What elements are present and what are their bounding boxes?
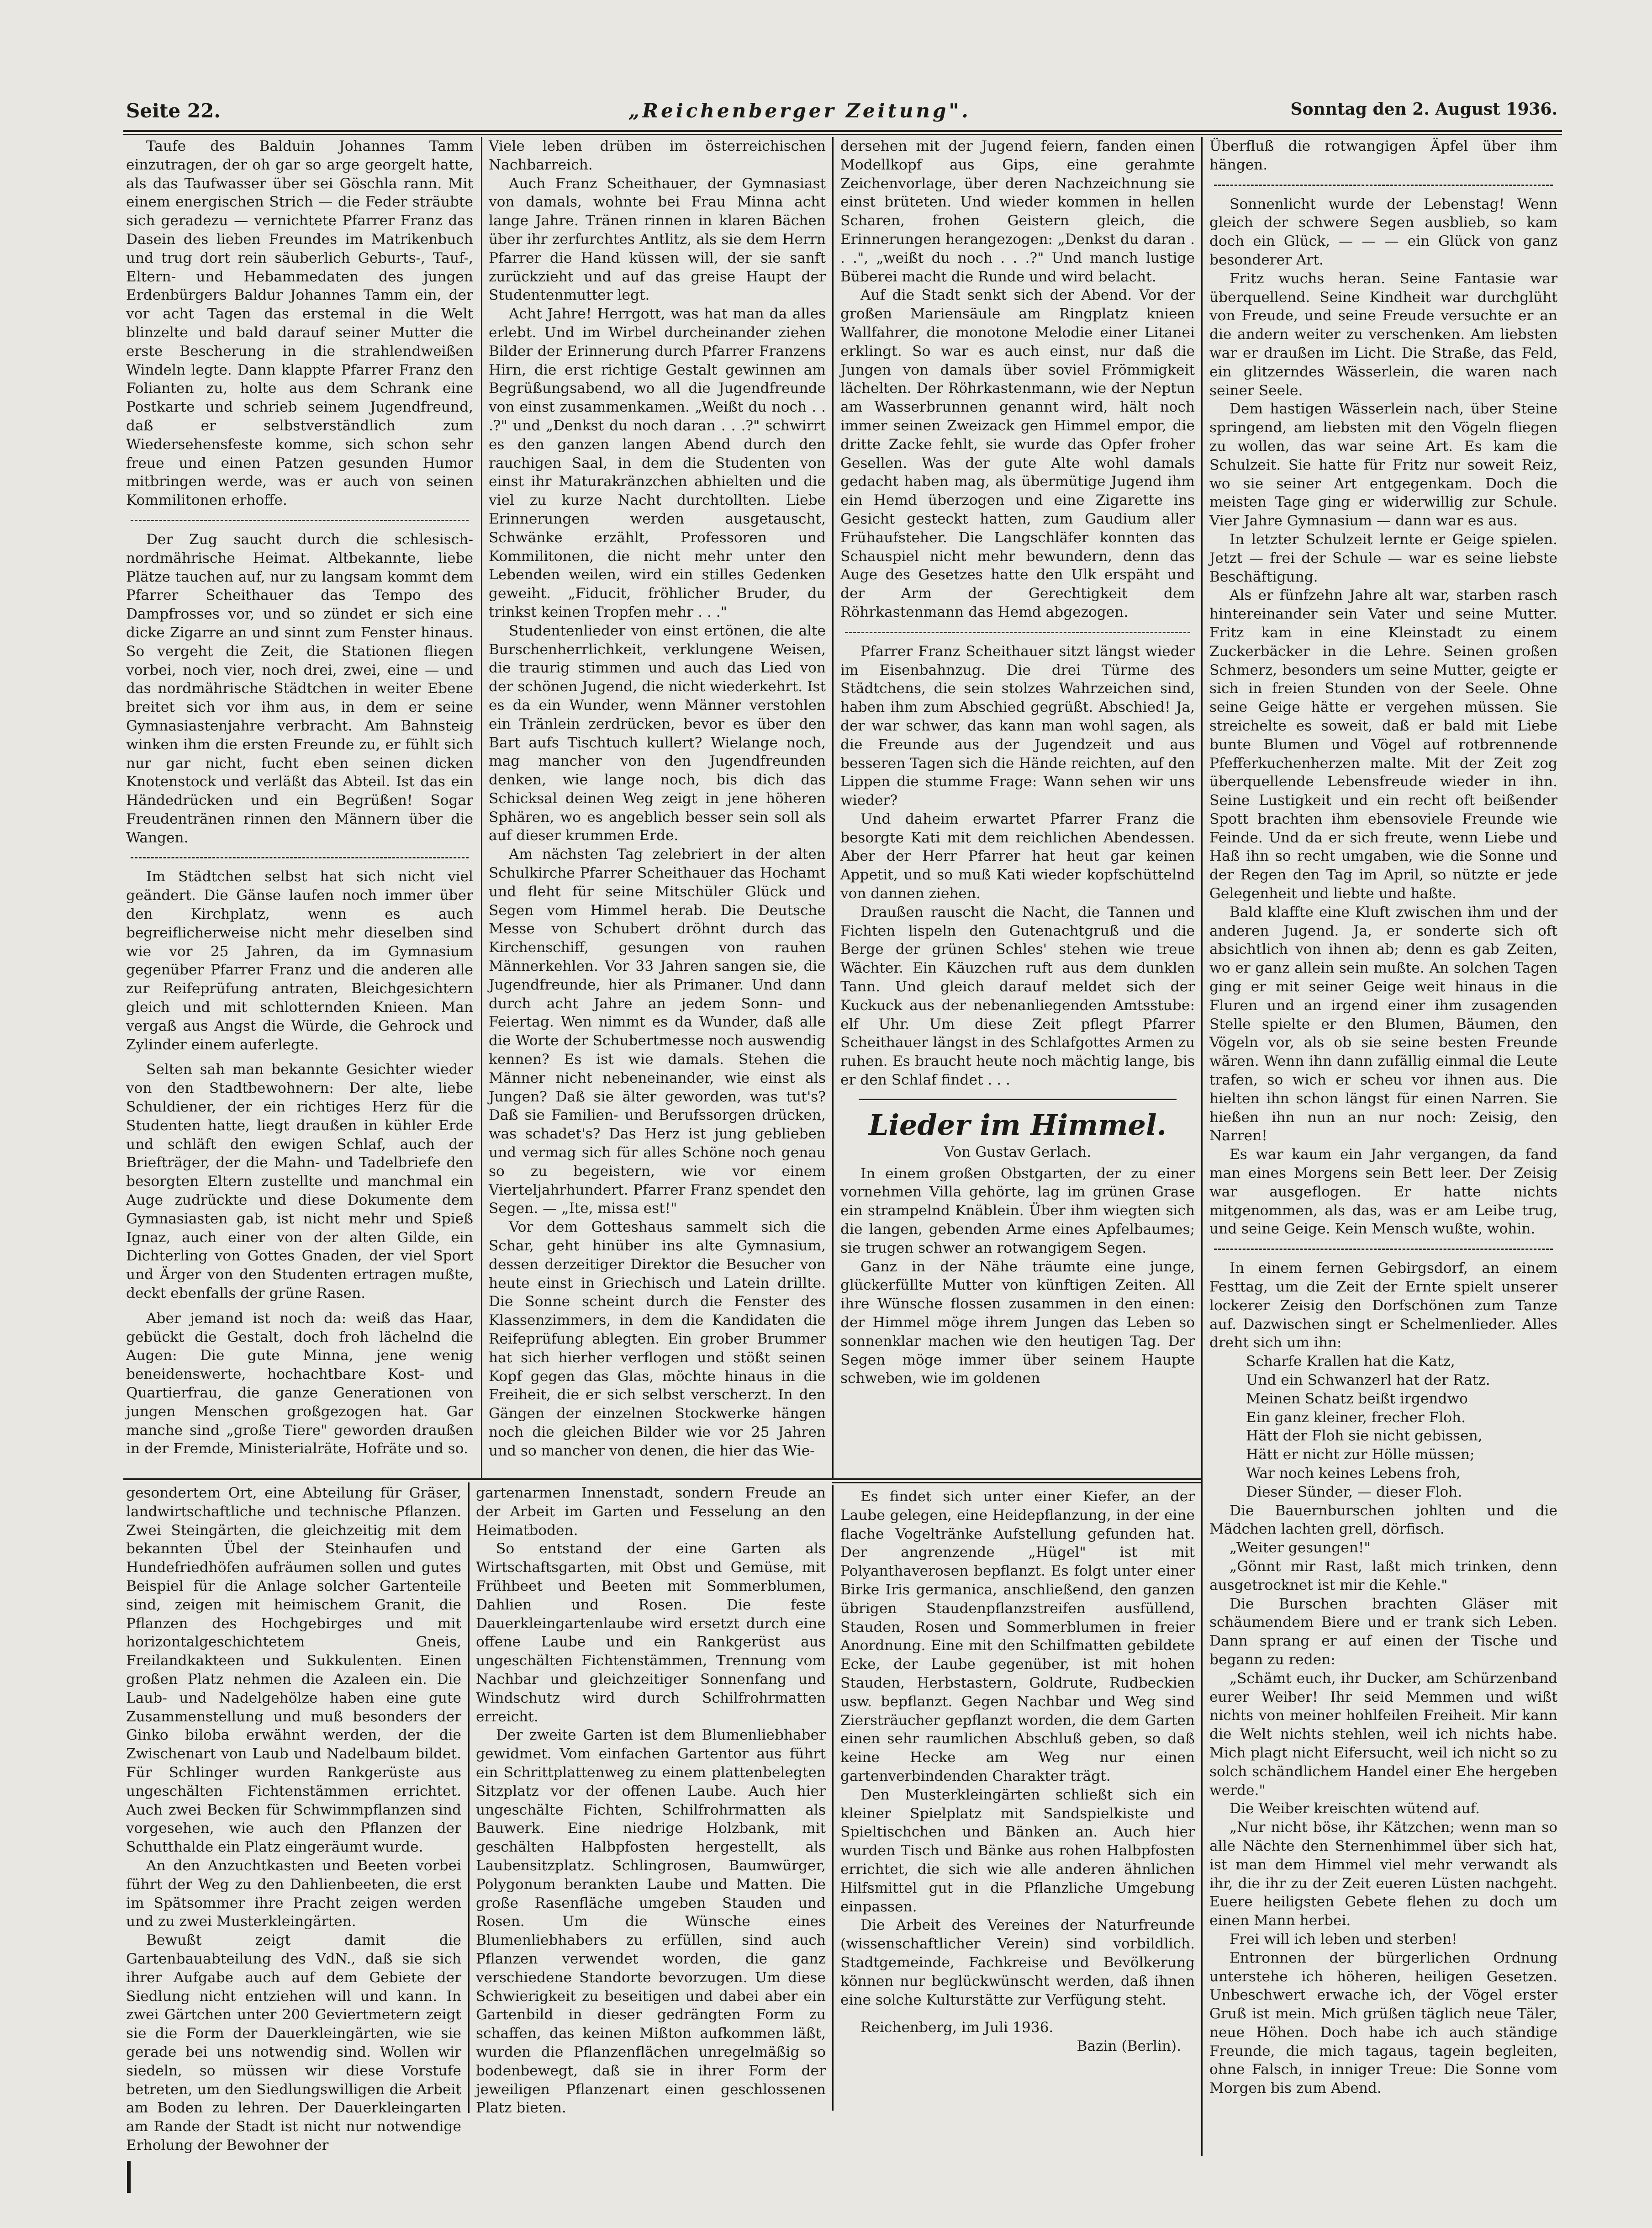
paragraph: Die Arbeit des Vereines der Naturfreunde (wissenschaftlicher Verein) sind vorbildlich. Stadtgemeinde, Fachkreise und Bevölkerung können nur beglückwünscht werden, daß ihnen eine solche Kulturstätte zur Verfügung steht.: [840, 1917, 1195, 2008]
section-break: [131, 520, 469, 521]
poem-line: Und ein Schwanzerl hat der Ratz.: [1246, 1372, 1490, 1388]
margin-mark: [127, 2161, 131, 2193]
page-number: Seite 22.: [126, 100, 221, 122]
page-header: [126, 100, 1557, 127]
paragraph: So entstand der eine Garten als Wirtschaftsgarten, mit Obst und Gemüse, mit Frühbeet und Beeten mit Sommerblumen, Dahlien und Rosen. Die feste Dauerkleingartenlaube wird ersetzt durch eine offene Laube und ein Rankgerüst aus ungeschälten Fichtenstämmen, Trennung vom Nachbar und gleichzeitiger Sonnenfang und Windschutz wird durch Schilfrohrmatten erreicht.: [476, 1540, 826, 1725]
paragraph: Es war kaum ein Jahr vergangen, da fand man eines Morgens sein Bett leer. Der Zeisig war ausgeflogen. Er hatte nichts mitgenommen, als das, was er am Leibe trug, und seine Geige. Kein Mensch wußte, wohin.: [1209, 1146, 1557, 1238]
paragraph: Sonnenlicht wurde der Lebenstag! Wenn gleich der schwere Segen ausblieb, so kam doch ein Glück, — — — ein Glück von ganz besonderer Art.: [1209, 196, 1557, 268]
article-column-2: [489, 137, 826, 1477]
paragraph: In einem großen Obstgarten, der zu einer vornehmen Villa gehörte, lag im grünen Grase ein strampelnd Knäblein. Über ihm wiegten sich die langen, gebenden Arme eines Apfelbaumes; sie trugen schwer an rotwangigem Segen.: [840, 1165, 1195, 1256]
column-separator: [468, 1482, 470, 2113]
paragraph: „Schämt euch, ihr Ducker, am Schürzenband eurer Weiber! Ihr seid Memmen und wißt nichts von meiner hohlfeilen Freiheit. Mir kann die Welt nichts stehlen, weil ich nichts habe. Mich plagt nicht Eifersucht, weil ich nicht so zu solch schändlichem Handel einer Ehe hergeben werde.": [1209, 1670, 1557, 1799]
paragraph: Ganz in der Nähe träumte eine junge, glückerfüllte Mutter von künftigen Zeiten. All ihre Wünsche flossen zusammen in den einen: der Himmel möge ihrem Jungen das Leben so sonnenklar machen wie den heutigen Tag. Der Segen möge immer über seinem Haupte schweben, wie im goldenen: [840, 1258, 1195, 1387]
story-author: Von Gustav Gerlach.: [944, 1143, 1092, 1160]
paragraph: Draußen rauscht die Nacht, die Tannen und Fichten lispeln den Gutenachtgruß und die Berge der grünen Schles' stehen wie treue Wächter. Ein Käuzchen ruft aus dem dunklen Tann. Und gleich darauf meldet sich der Kuckuck aus der nebenanliegenden Amtsstube: elf Uhr. Um diese Zeit pflegt Pfarrer Scheithauer längst in des Schlafgottes Armen zu ruhen. Es braucht heute noch mächtig lange, bis er den Schlaf findet . . .: [840, 904, 1195, 1089]
paragraph: „Weiter gesungen!": [1230, 1540, 1371, 1556]
paragraph: Selten sah man bekannte Gesichter wieder von den Stadtbewohnern: Der alte, liebe Schuldiener, der ein richtiges Herz für die Studenten hatte, liegt draußen in kühler Erde und schläft den ewigen Schlaf, auch der Briefträger, der die Mahn- und Tadelbriefe den besorgten Eltern zustellte und manchmal ein Auge zudrückte und diese Dokumente dem Gymnasiasten gab, ist nicht mehr und Spieß Ignaz, auch einer von der alten Gilde, ein Dichterling von Gottes Gnaden, der viel Sport und Ärger von den Studenten ertragen mußte, deckt ebenfalls der grüne Rasen.: [126, 1061, 473, 1302]
poem-line: Hätt er nicht zur Hölle müssen;: [1246, 1446, 1475, 1463]
column-separator: [481, 137, 482, 1478]
paragraph: Dem hastigen Wässerlein nach, über Steine springend, am liebsten mit den Vögeln fliegen zu wollen, das war seine Art. Es kam die Schulzeit. Sie hatte für Fritz nur soweit Reiz, wo sie seiner Art entgegenkam. Doch die meisten Tage ging er widerwillig zur Schule. Vier Jahre Gymnasium — dann war es aus.: [1209, 401, 1557, 529]
paragraph: Der zweite Garten ist dem Blumenliebhaber gewidmet. Vom einfachen Gartentor aus führt ein Schrittplattenweg zu einem plattenbelegten Sitzplatz vor der offenen Laube. Auch hier ungeschälte Fichten, Schilfrohrmatten als Bauwerk. Eine niedrige Holzbank, mit geschälten Halbpfosten hergestellt, als Laubensitzplatz. Schlingrosen, Baumwürger, Polygonum berankten Laube und Matten. Die große Rasenfläche umgeben Stauden und Rosen. Um die Wünsche eines Blumenliebhabers zu erfüllen, sind auch Pflanzen verwendet worden, die ganz verschiedene Standorte bevorzugen. Um diese Schwierigkeit zu beseitigen und dabei aber ein Gartenbild in dieser gedrängten Form zu schaffen, das keinen Mißton aufkommen läßt, wurden die Pflanzenflächen unregelmäßig so bodenbewegt, daß sie in ihrer Form der jeweiligen Pflanzenart einen geschlossenen Platz bieten.: [476, 1727, 826, 2117]
article-author: Bazin (Berlin).: [1077, 2038, 1181, 2055]
paragraph: In einem fernen Gebirgsdorf, an einem Festtag, um die Zeit der Ernte spielt unserer lockerer Zeisig den Dorfschönen zum Tanze auf. Dazwischen singt er Schelmenlieder. Alles dreht sich um ihn:: [1209, 1260, 1557, 1351]
paragraph: Vor dem Gotteshaus sammelt sich die Schar, geht hinüber ins alte Gymnasium, dessen derzeitiger Direktor die Besucher von heute einst in Griechisch und Latein drillte. Die Sonne scheint durch die Fenster des Klassenzimmers, in dem die Kandidaten die Reifeprüfung ablegten. Ein grober Brummer hat sich hierher verflogen und stößt seinen Kopf gegen das Glas, möchte hinaus in die Freiheit, die er sich selbst verscherzt. In den Gängen der einzelnen Stockwerke hängen noch die gleichen Bilder wie vor 25 Jahren und so mancher von denen, die hier das Wie-: [489, 1219, 826, 1459]
section-divider: [832, 1482, 1201, 1483]
paragraph: dersehen mit der Jugend feiern, fanden einen Modellkopf aus Gips, eine gerahmte Zeichenvorlage, über deren Nachzeichnung sie einst brüteten. Und wieder kommen in hellen Scharen, frohen Geistern gleich, die Erinnerungen herangezogen: „Denkst du daran . . .", „weißt du noch . . .?" Und manch lustige Büberei macht die Runde und wird belacht.: [840, 138, 1195, 285]
section-break: [845, 632, 1190, 633]
garden-article-column-3: [840, 1487, 1195, 2114]
paragraph: Frei will ich leben und sterben!: [1230, 1931, 1457, 1948]
story-title: Lieder im Himmel.: [868, 1108, 1167, 1142]
poem-line: Dieser Sünder, — dieser Floh.: [1246, 1483, 1462, 1500]
paragraph: Auf die Stadt senkt sich der Abend. Vor der großen Mariensäule am Ringplatz knieen Wallfahrer, die monotone Melodie einer Litanei erklingt. So war es auch einst, nur daß die Jungen von damals über soviel Frömmigkeit lächelten. Der Röhrkastenmann, wie der Neptun am Wasserbrunnen genannt wird, hält noch immer seinen Zweizack gen Himmel empor, die dritte Zacke fehlt, sie wurde das Opfer froher Gesellen. Was der gute Alte wohl damals gedacht haben mag, als übermütige Jugend ihm ein Hemd überzogen und eine Zigarette ins Gesicht gesteckt hatten, zum Gaudium aller Frühaufsteher. Die Langschläfer konnten das Schauspiel nicht mehr bewundern, denn das Auge des Gesetzes hatte den Ulk erspäht und der Arm der Gerechtigkeit dem Röhrkastenmann das Hemd abgezogen.: [840, 287, 1195, 620]
section-break: [859, 1099, 1177, 1100]
paragraph: Auch Franz Scheithauer, der Gymnasiast von damals, wohnte bei Frau Minna acht lange Jahre. Tränen rinnen in klaren Bächen über ihr zerfurchtes Antlitz, als sie dem Herrn Pfarrer die Hand küssen will, der sie sanft zurückzieht und auf das greise Haupt der Studentenmutter legt.: [489, 175, 826, 304]
paragraph: Die Burschen brachten Gläser mit schäumendem Biere und er trank sich Leben. Dann sprang er auf einen der Tische und begann zu reden:: [1209, 1595, 1557, 1668]
dateline: Reichenberg, im Juli 1936.: [860, 2019, 1054, 2036]
section-break: [131, 857, 469, 858]
newspaper-title: „Reichenberger Zeitung".: [628, 100, 971, 122]
poem-line: War noch keines Lebens froh,: [1246, 1465, 1461, 1482]
paragraph: Der Zug saucht durch die schlesisch-nordmährische Heimat. Altbekannte, liebe Plätze tauchen auf, nur zu langsam kommt dem Pfarrer Scheithauer das Tempo des Dampfrosses vor, und so zündet er sich eine dicke Zigarre an und sinnt zum Fenster hinaus. So vergeht die Zeit, die Stationen fliegen vorbei, noch vier, noch drei, zwei, eine — und das nordmährische Städtchen in weiter Ebene breitet sich vor ihm aus, in dem er seine Gymnasiastenjahre verbracht. Am Bahnsteig winken ihm die ersten Freunde zu, er fühlt sich nur gar nicht, fucht eben seinen dicken Knotenstock und verläßt das Abteil. Ist das ein Händedrücken und ein Begrüßen! Sogar Freudentränen rinnen den Männern über die Wangen.: [126, 531, 473, 846]
header-rule: [123, 130, 1562, 132]
paragraph: gartenarmen Innenstadt, sondern Freude an der Arbeit im Garten und Fesselung an den Heimatboden.: [476, 1485, 826, 1539]
issue-date: Sonntag den 2. August 1936.: [1290, 100, 1557, 119]
paragraph: Den Musterkleingärten schließt sich ein kleiner Spielplatz mit Sandspielkiste und Spieltischchen und Bänken an. Auch hier wurden Tisch und Bänke aus rohen Halbpfosten errichtet, die sich wie alle anderen ähnlichen Hilfsmittel gut in die Pflanzliche Umgebung einpassen.: [840, 1786, 1195, 1915]
paragraph: „Gönnt mir Rast, laßt mich trinken, denn ausgetrocknet ist mir die Kehle.": [1209, 1558, 1557, 1593]
article-column-1: [126, 137, 473, 1477]
paragraph: Fritz wuchs heran. Seine Fantasie war überquellend. Seine Kindheit war durchglüht von Freude, und seine Freude versuchte er an die andern weiter zu verschenken. Am liebsten war er draußen im Licht. Die Straße, das Feld, ein glitzerndes Wässerlein, die waren nach seiner Seele.: [1209, 270, 1557, 399]
paragraph: Viele leben drüben im österreichischen Nachbarreich.: [489, 138, 826, 173]
paragraph: An den Anzuchtkasten und Beeten vorbei führt der Weg zu den Dahlienbeeten, die erst im Spätsommer ihre Pracht zeigen werden und zu zwei Musterkleingärten.: [126, 1857, 461, 1930]
poem-line: Meinen Schatz beißt irgendwo: [1246, 1390, 1468, 1407]
poem-line: Ein ganz kleiner, frecher Floh.: [1246, 1409, 1466, 1426]
paragraph: Entronnen der bürgerlichen Ordnung unterstehe ich höheren, heiligen Gesetzen. Unbeschwert erwache ich, der Vögel erster Gruß ist mein. Mich grüßen täglich neue Täler, neue Höhen. Doch habe ich auch ständige Freunde, die mich tagaus, tagein begleiten, ohne Falsch, in inniger Treue: Die Sonne vom Morgen bis zum Abend.: [1209, 1949, 1557, 2097]
paragraph: Im Städtchen selbst hat sich nicht viel geändert. Die Gänse laufen noch immer über den Kirchplatz, wenn es auch begreiflicherweise nicht mehr dieselben sind wie vor 25 Jahren, da im Gymnasium gegenüber Pfarrer Franz und die anderen alle zur Reifeprüfung antraten, Bleichgesichtern gleich und mit schlotternden Knieen. Man vergaß aus Angst die Würde, die Gehrock und Zylinder einem auferlegte.: [126, 868, 473, 1053]
poem-line: Hätt der Floh sie nicht gebissen,: [1246, 1428, 1483, 1445]
article-column-4: [1209, 137, 1557, 2156]
paragraph: Studentenlieder von einst ertönen, die alte Burschenherrlichkeit, verklungene Weisen, die traurig stimmen und auch das Lied von der schönen Jugend, die nicht wiederkehrt. Ist es da ein Wunder, wenn Männer verstohlen ein Tränlein zerdrücken, bevor es über den Bart aufs Tischtuch kullert? Wielange noch, mag mancher von den Jugendfreunden denken, wie lange noch, bis dich das Schicksal deinen Weg zeigt in jene höheren Sphären, wo es angeblich besser sein soll als auf dieser krummen Erde.: [489, 622, 826, 844]
garden-article-column-2: [476, 1484, 826, 2117]
paragraph: Pfarrer Franz Scheithauer sitzt längst wieder im Eisenbahnzug. Die drei Türme des Städtchens, die sein stolzes Wahrzeichen sind, haben ihm zum Abschied gegrüßt. Abschied! Ja, der war schwer, das kann man wohl sagen, als die Freunde aus der Jugendzeit und aus besseren Tagen sich die Hände reichten, auf den Lippen die stumme Frage: Wann sehen wir uns wieder?: [840, 643, 1195, 809]
paragraph: Und daheim erwartet Pfarrer Franz die besorgte Kati mit dem reichlichen Abendessen. Aber der Herr Pfarrer hat heut gar keinen Appetit, und so muß Kati wieder kopfschüttelnd von dannen ziehen.: [840, 810, 1195, 902]
header-rule-thin: [123, 134, 1562, 135]
paragraph: Am nächsten Tag zelebriert in der alten Schulkirche Pfarrer Scheithauer das Hochamt und fleht für seine Mitschüler Glück und Segen vom Himmel herab. Die Deutsche Messe von Schubert dröhnt durch das Kirchenschiff, gesungen von rauhen Männerkehlen. Vor 33 Jahren sangen sie, die Jugendfreunde, hier als Primaner. Und dann durch acht Jahre an jedem Sonn- und Feiertag. Wen nimmt es da Wunder, daß alle die Worte der Schubertmesse noch auswendig kennen? Es ist wie damals. Stehen die Männer nicht nebeneinander, wie einst als Jungen? Daß sie älter geworden, was tut's? Daß sie Familien- und Berufssorgen drücken, was schadet's? Das Herz ist jung geblieben und vermag sich für alles Schöne noch genau so zu begeistern, wie vor einem Vierteljahrhundert. Pfarrer Franz spendet den Segen. — „Ite, missa est!": [489, 846, 826, 1217]
paragraph: Die Weiber kreischten wütend auf.: [1230, 1800, 1480, 1817]
section-break: [1214, 185, 1553, 186]
paragraph: gesondertem Ort, eine Abteilung für Gräser, landwirtschaftliche und technische Pflanzen. Zwei Steingärten, die gleichzeitig mit dem bekannten Übel der Steinhaufen und Hundefriedhöfen aufräumen sollen und gutes Beispiel für die Anlage solcher Gartenteile sind, zeigen mit heimischem Granit, die Pflanzen des Hochgebirges und mit horizontalgeschichtetem Gneis, Freilandkakteen und Sukkulenten. Einen großen Platz nehmen die Azaleen ein. Die Laub- und Nadelgehölze haben eine gute Zusammenstellung und muß besonders der Ginko biloba erwähnt werden, der die Zwischenart von Laub und Nadelbaum bildet. Für Schlinger wurden Rankgerüste aus ungeschälten Fichtenstämmen errichtet. Auch zwei Becken für Schwimmpflanzen sind vorgesehen, wie auch den Pflanzen der Schutthalde ein Platz eingeräumt wurde.: [126, 1485, 461, 1856]
paragraph: In letzter Schulzeit lernte er Geige spielen. Jetzt — frei der Schule — war es seine liebste Beschäftigung.: [1209, 531, 1557, 585]
poem-line: Scharfe Krallen hat die Katz,: [1246, 1353, 1455, 1370]
column-separator: [832, 137, 834, 1478]
column-separator: [1201, 137, 1203, 2156]
paragraph: Aber jemand ist noch da: weiß das Haar, gebückt die Gestalt, doch froh lächelnd die Augen: Die gute Minna, jene wenig beneidenswerte, hochachtbare Kost- und Quartierfrau, die ganze Generationen von jungen Menschen großgezogen hat. Gar manche sind „große Tiere" geworden draußen in der Fremde, Ministerialräte, Hofräte und so.: [126, 1310, 473, 1457]
garden-article-column-1: [126, 1484, 461, 2154]
paragraph: Überfluß die rotwangigen Äpfel über ihm hängen.: [1209, 138, 1557, 173]
article-column-3: [840, 137, 1195, 1477]
paragraph: Bald klaffte eine Kluft zwischen ihm und der anderen Jugend. Ja, er sonderte sich oft absichtlich von ihnen ab; denn es gab Zeiten, wo er ganz allein sein mußte. An solchen Tagen ging er mit seiner Geige weit hinaus in die Fluren und an irgend einer ihm zusagenden Stelle spielte er den Blumen, Bäumen, den Vögeln vor, als ob sie seine besten Freunde wären. Wenn ihn dann zufällig einmal die Leute trafen, so wich er scheu vor ihnen aus. Die hielten ihn schon längst für einen Narren. Sie hießen ihn nun an nur noch: Zeisig, den Narren!: [1209, 904, 1557, 1144]
paragraph: Als er fünfzehn Jahre alt war, starben rasch hintereinander sein Vater und seine Mutter. Fritz kam in eine Kleinstadt zu einem Zuckerbäcker in die Lehre. Seinen großen Schmerz, besonders um seine Mutter, geigte er sich in freien Stunden von der Seele. Ohne seine Geige hätte er vergehen müssen. Sie streichelte es soweit, daß er bald mit Liebe bunte Blumen und Vögel auf rotbrennende Pfefferkuchenherzen malte. Mit der Zeit zog überquellende Lebensfreude wieder in ihn. Seine Lustigkeit und ein recht oft beißender Spott brachten ihm ebensoviele Freunde wie Feinde. Und da er sich freute, wenn Liebe und Haß ihn so recht umgaben, wie die Sonne und der Regen den Tag im April, so nützte er jede Gelegenheit und liebte und haßte.: [1209, 587, 1557, 902]
paragraph: Taufe des Balduin Johannes Tamm einzutragen, der oh gar so arge georgelt hatte, als das Taufwasser über sei Göschla rann. Mit einem energischen Strich — die Feder sträubte sich geradezu — vernichtete Pfarrer Franz das Dasein des lieben Freundes im Matrikenbuch und trug dort rein säuberlich Geburts-, Tauf-, Eltern- und Hebammedaten des jungen Erdenbürgers Baldur Johannes Tamm ein, der vor acht Tagen das erstemal in die Welt blinzelte und bald darauf seiner Mutter die erste Bescherung in die strahlendweißen Windeln legte. Dann klappte Pfarrer Franz den Folianten zu, holte aus dem Schrank eine Postkarte und schrieb seinem Jugendfreund, daß er selbstverständlich zum Wiedersehensfeste komme, sich schon sehr freue und einen Patzen gesunden Humor mitbringen werde, was er auch von seinen Kommilitonen erhoffe.: [126, 138, 473, 509]
paragraph: Die Bauernburschen johlten und die Mädchen lachten grell, dörfisch.: [1209, 1502, 1557, 1538]
paragraph: Acht Jahre! Herrgott, was hat man da alles erlebt. Und im Wirbel durcheinander ziehen Bilder der Erinnerung durch Pfarrer Franzens Hirn, die erst richtige Gestalt gewinnen am Begrüßungsabend, wo all die Jugendfreunde von einst zusammenkamen. „Weißt du noch . . .?" und „Denkst du noch daran . . .?" schwirrt es den ganzen langen Abend durch den rauchigen Saal, in dem die Studenten von einst ihr Maturakränzchen abhielten und die viel zu kurze Nacht durchtollten. Liebe Erinnerungen werden ausgetauscht, Schwänke erzählt, Professoren und Kommilitonen, die nicht mehr unter den Lebenden weilen, wird ein stilles Gedenken geweiht. „Fiducit, fröhlicher Bruder, du trinkst keinen Tropfen mehr . . .": [489, 306, 826, 620]
column-separator: [832, 1485, 834, 2111]
section-divider: [123, 1478, 1201, 1480]
paragraph: Bewußt zeigt damit die Gartenbauabteilung des VdN., daß sie sich ihrer Aufgabe auch auf dem Gebiete der Siedlung nicht entziehen will und kann. In zwei Gärtchen unter 200 Geviertmetern zeigt sie die Form der Dauerkleingärten, wie sie gerade bei uns notwendig sind. Wollen wir siedeln, so müssen wir diese Vorstufe betreten, um den Siedlungswilligen die Arbeit am Boden zu lehren. Der Dauerkleingarten am Rande der Stadt ist nicht nur notwendige Erholung der Bewohner der: [126, 1932, 461, 2154]
paragraph: Es findet sich unter einer Kiefer, an der Laube gelegen, eine Heidepflanzung, in der eine flache Vogeltränke Aufstellung gefunden hat. Der angrenzende „Hügel" ist mit Polyanthaverosen bepflanzt. Es folgt unter einer Birke Iris germanica, anschließend, den ganzen übrigen Staudenpflanzstreifen ausfüllend, Stauden, Rosen und Sommerblumen in freier Anordnung. Eine mit den Schilfmatten gebildete Ecke, der Laube gegenüber, ist mit hohen Stauden, Herbstastern, Goldrute, Rudbeckien usw. bepflanzt. Gegen Nachbar und Weg sind Ziersträucher gepflanzt worden, die dem Garten einen sehr raumlichen Abschluß geben, so daß keine Hecke am Weg nur einen gartenverbindenden Charakter trägt.: [840, 1488, 1195, 1784]
paragraph: „Nur nicht böse, ihr Kätzchen; wenn man so alle Nächte den Sternenhimmel über sich hat, ist man dem Himmel viel mehr verwandt als ihr, die ihr zu der Zeit eueren Lüsten nachgeht. Euere heiligsten Gebete flehen zu doch um einen Mann herbei.: [1209, 1819, 1557, 1929]
section-break: [1214, 1249, 1553, 1250]
